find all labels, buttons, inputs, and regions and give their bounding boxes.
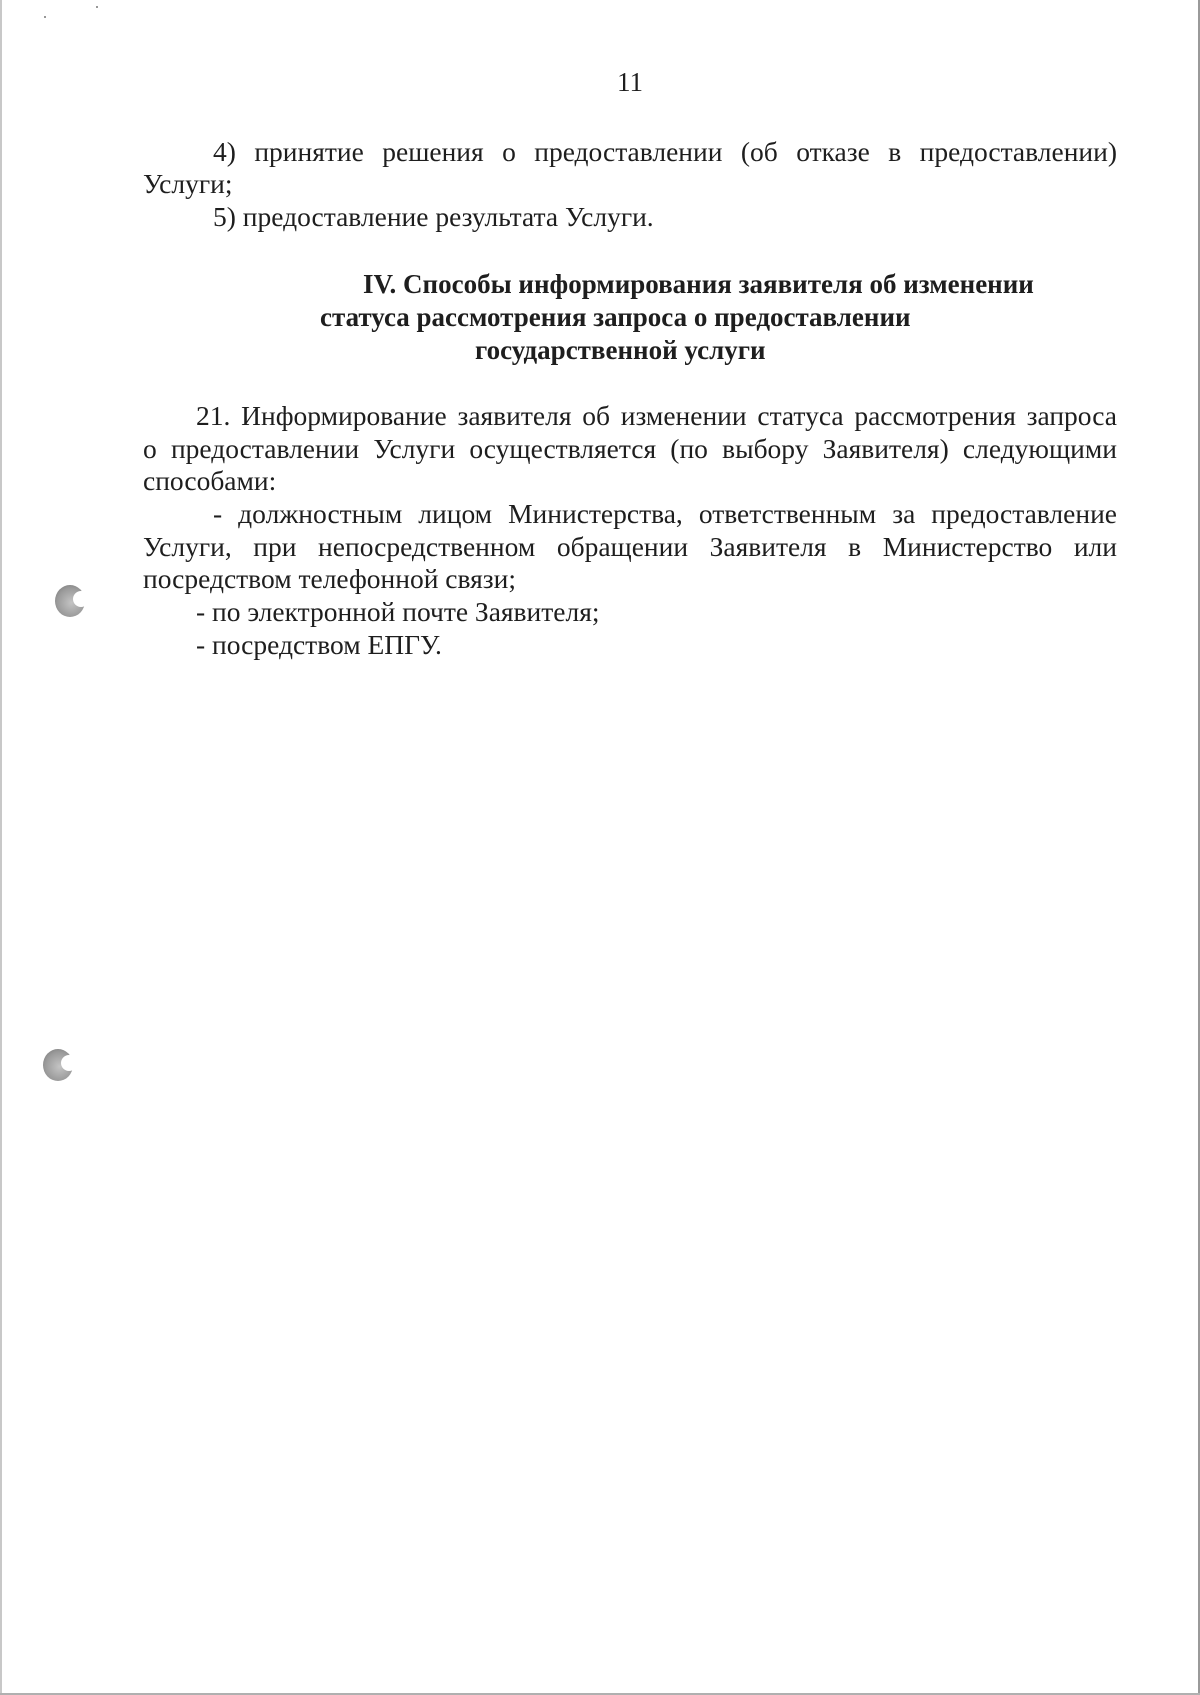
- scan-speck: [44, 16, 46, 18]
- paragraph-21-line3: способами:: [143, 465, 277, 496]
- method-2: - по электронной почте Заявителя;: [196, 596, 600, 627]
- binder-hole-mark: [55, 585, 85, 617]
- list-item-4-line1: 4) принятие решения о предоставлении (об отказе в предоставлении): [213, 136, 1117, 167]
- page-number: 11: [617, 67, 643, 97]
- binder-hole-mark: [43, 1049, 73, 1081]
- scan-speck: [96, 6, 98, 8]
- section-heading-line1: IV. Способы информирования заявителя об изменении: [363, 269, 1034, 299]
- method-1-line2: Услуги, при непосредственном обращении Заявителя в Министерство или: [143, 531, 1117, 562]
- method-1-line1: - должностным лицом Министерства, ответственным за предоставление: [213, 498, 1117, 529]
- method-3: - посредством ЕПГУ.: [196, 629, 442, 660]
- paragraph-21-line2: о предоставлении Услуги осуществляется (по выбору Заявителя) следующими: [143, 433, 1117, 464]
- method-1-line3: посредством телефонной связи;: [143, 563, 516, 594]
- list-item-5: 5) предоставление результата Услуги.: [213, 201, 654, 232]
- section-heading-line2: статуса рассмотрения запроса о предоставлении: [320, 302, 911, 332]
- paragraph-21-line1: 21. Информирование заявителя об изменении статуса рассмотрения запроса: [196, 400, 1117, 431]
- section-heading-line3: государственной услуги: [475, 335, 766, 365]
- list-item-4-line2: Услуги;: [143, 168, 233, 199]
- scan-left-edge: [0, 0, 2, 1695]
